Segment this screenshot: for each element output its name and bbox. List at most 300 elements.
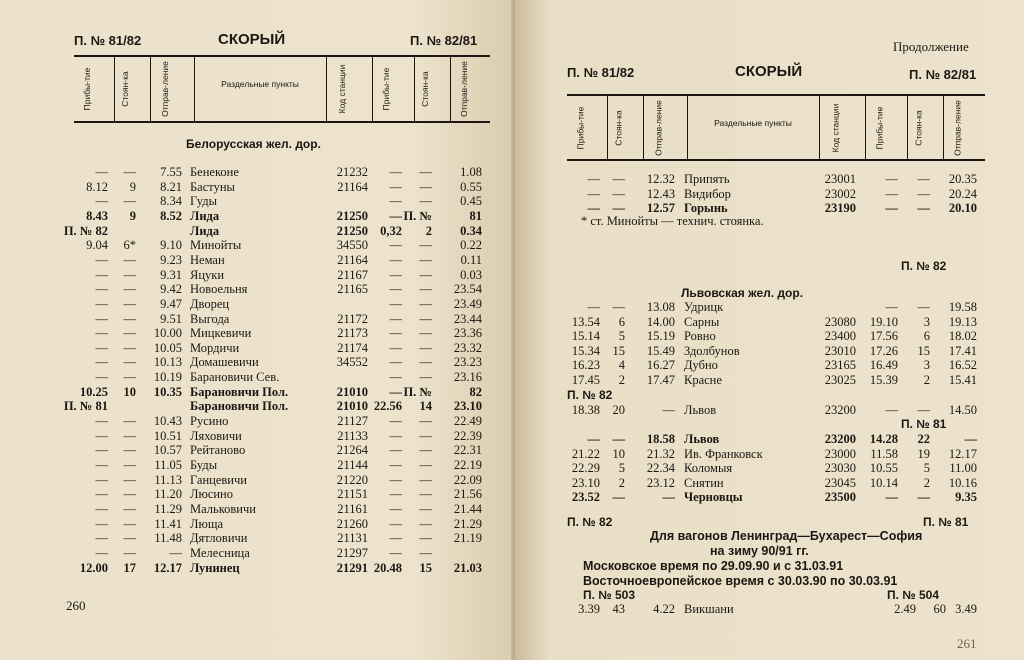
cell-a: — bbox=[95, 311, 108, 326]
cell-s2: 2 bbox=[923, 373, 930, 387]
column-header-departure-back: Отправ-ление bbox=[459, 61, 469, 117]
p503-label: П. № 503 bbox=[583, 588, 636, 602]
cell-n: Дубно bbox=[684, 358, 718, 373]
cell-n: Ганцевичи bbox=[190, 472, 247, 487]
column-divider bbox=[194, 57, 195, 121]
cell-s: 2 bbox=[618, 475, 625, 490]
cell-a: — bbox=[587, 172, 600, 186]
column-header-stations: Раздельные пункты bbox=[221, 79, 299, 89]
cell-c: 21291 bbox=[336, 560, 368, 575]
cell-s2: 60 bbox=[933, 602, 946, 616]
column-divider bbox=[607, 96, 608, 159]
cell-s2: 5 bbox=[923, 461, 930, 476]
table-row bbox=[515, 432, 1015, 447]
cell-a: — bbox=[95, 516, 108, 531]
cell-s: — bbox=[123, 487, 136, 502]
cell-d2: 23.44 bbox=[453, 311, 482, 326]
cell-a2: — bbox=[389, 194, 402, 209]
cell-d2: — bbox=[964, 432, 977, 446]
cell-d: 11.29 bbox=[154, 501, 182, 516]
cell-d2: 22.31 bbox=[453, 443, 482, 458]
cell-a: 8.12 bbox=[86, 179, 108, 194]
cell-d: — bbox=[169, 545, 182, 560]
cell-s: — bbox=[123, 428, 136, 443]
cell-d: 17.47 bbox=[646, 373, 675, 387]
cell-s2: — bbox=[419, 340, 432, 355]
left-page-number: 260 bbox=[66, 598, 86, 613]
cell-c: 21250 bbox=[336, 208, 368, 223]
cell-s2: — bbox=[419, 296, 432, 311]
column-header-arrival-back: Прибы-тие bbox=[874, 106, 884, 149]
cell-n: Барановичи Пол. bbox=[190, 399, 289, 414]
table-row bbox=[515, 403, 1015, 418]
cell-s2: П. № bbox=[403, 208, 432, 223]
cell-n: Буды bbox=[190, 458, 218, 472]
cell-s2: — bbox=[419, 165, 432, 179]
cell-d: 15.49 bbox=[646, 343, 675, 358]
table-row bbox=[515, 172, 1015, 187]
cell-s: 6* bbox=[123, 238, 136, 253]
cell-d: 11.20 bbox=[154, 487, 182, 502]
cell-d: 10.57 bbox=[153, 443, 182, 458]
cell-n: Люща bbox=[190, 516, 223, 531]
table-row bbox=[0, 399, 500, 414]
cell-d: 12.32 bbox=[646, 172, 675, 186]
table-row bbox=[0, 487, 500, 502]
cell-s2: — bbox=[917, 172, 930, 186]
cell-a: — bbox=[95, 501, 108, 516]
cell-c: 21172 bbox=[337, 311, 368, 326]
column-header-code: Код станции bbox=[337, 64, 347, 114]
cell-c: 23500 bbox=[824, 490, 856, 505]
cell-a: 23.10 bbox=[571, 475, 600, 490]
cell-s: 17 bbox=[123, 560, 136, 575]
cell-a2: — bbox=[885, 186, 898, 201]
cell-n: Здолбунов bbox=[684, 343, 740, 358]
table-row bbox=[0, 209, 500, 224]
column-header-departure: Отправ-ление bbox=[653, 99, 663, 156]
cell-d: 15.19 bbox=[646, 329, 675, 344]
column-divider bbox=[150, 57, 151, 121]
table-row bbox=[0, 561, 500, 576]
cell-s: — bbox=[123, 501, 136, 516]
cell-s2: — bbox=[917, 201, 930, 216]
cell-d2: 23.23 bbox=[453, 355, 482, 370]
cell-a: 22.29 bbox=[571, 461, 600, 476]
cell-s2: — bbox=[419, 531, 432, 546]
cell-c: 21010 bbox=[336, 384, 368, 399]
cell-s: 20 bbox=[612, 403, 625, 417]
cell-d: 13.08 bbox=[646, 300, 675, 314]
cell-s: — bbox=[612, 172, 625, 186]
cell-a2: — bbox=[389, 282, 402, 297]
cell-c: 23002 bbox=[824, 186, 856, 201]
cell-n: Бенеконе bbox=[190, 165, 239, 179]
cell-a2: — bbox=[389, 501, 402, 516]
cell-n: Красне bbox=[684, 373, 722, 387]
cell-a: — bbox=[95, 414, 108, 429]
right-train-label: П. № 81/82 bbox=[567, 65, 635, 80]
table-row bbox=[0, 429, 500, 444]
column-header-departure: Отправ-ление bbox=[160, 61, 170, 117]
cell-d2: 82 bbox=[469, 384, 482, 399]
column-divider bbox=[114, 57, 115, 121]
train-81-label: П. № 81 bbox=[901, 417, 947, 431]
cell-n: Выгода bbox=[190, 311, 230, 326]
table-row bbox=[0, 312, 500, 327]
table-row bbox=[0, 238, 500, 253]
cell-a: — bbox=[95, 487, 108, 502]
cell-d2: 0.11 bbox=[460, 252, 482, 267]
cell-s2: — bbox=[419, 501, 432, 516]
cell-s2: — bbox=[917, 403, 930, 417]
cell-d: 21.32 bbox=[646, 446, 675, 461]
cell-a2: — bbox=[389, 179, 402, 194]
cell-a: 9.04 bbox=[86, 238, 108, 253]
cell-d2: 21.29 bbox=[453, 516, 482, 531]
cell-a: — bbox=[95, 165, 108, 179]
cell-a: — bbox=[95, 252, 108, 267]
cell-s: — bbox=[123, 443, 136, 458]
table-row bbox=[0, 546, 500, 561]
cell-n: Львов bbox=[684, 432, 720, 446]
cell-s2: — bbox=[419, 545, 432, 560]
cell-d: 9.47 bbox=[160, 296, 182, 311]
cell-s2: — bbox=[419, 472, 432, 487]
cell-a2: — bbox=[389, 238, 402, 253]
left-title: СКОРЫЙ bbox=[218, 31, 286, 48]
right-page-number: 261 bbox=[957, 636, 977, 651]
cell-c: 21164 bbox=[337, 179, 368, 194]
cell-a: — bbox=[587, 300, 600, 314]
table-row bbox=[0, 517, 500, 532]
table-row bbox=[515, 358, 1015, 373]
table-row bbox=[0, 224, 500, 239]
table-row bbox=[0, 502, 500, 517]
cell-d2: 12.17 bbox=[948, 446, 977, 461]
cell-a: — bbox=[95, 267, 108, 282]
cell-n: Минойты bbox=[190, 238, 242, 253]
cell-n: Рейтаново bbox=[190, 443, 246, 458]
table-row bbox=[0, 297, 500, 312]
cell-d: 9.10 bbox=[160, 238, 182, 253]
cell-a2: — bbox=[389, 531, 402, 546]
cell-d2: 16.52 bbox=[948, 358, 977, 373]
column-divider bbox=[414, 57, 415, 121]
cell-s: 6 bbox=[618, 314, 625, 329]
cell-n: Удрицк bbox=[684, 300, 724, 314]
cell-d: 9.31 bbox=[160, 267, 182, 282]
cell-s2: 15 bbox=[917, 343, 930, 358]
cell-s2: — bbox=[419, 443, 432, 458]
cell-n: Видибор bbox=[684, 186, 731, 201]
column-header-arrival: Прибы-тие bbox=[575, 106, 585, 149]
cell-c: 21264 bbox=[336, 443, 368, 458]
cell-s2: 3 bbox=[923, 314, 930, 329]
cell-s: — bbox=[123, 545, 136, 560]
cell-d: 14.00 bbox=[646, 314, 675, 329]
footnote: * ст. Минойты — технич. стоянка. bbox=[581, 214, 764, 228]
cell-c: 21250 bbox=[336, 223, 368, 238]
cell-a2: 14.28 bbox=[869, 432, 898, 446]
note-line-1: Для вагонов Ленинград—Бухарест—София bbox=[650, 529, 923, 543]
cell-d2: 0.22 bbox=[460, 238, 482, 253]
cell-d: 10.43 bbox=[153, 414, 182, 429]
cell-s2: — bbox=[917, 186, 930, 201]
cell-s: 43 bbox=[612, 602, 625, 616]
lviv-train-label: П. № 82 bbox=[567, 388, 613, 402]
cell-s2: 2 bbox=[425, 223, 432, 238]
cell-c: 21133 bbox=[337, 428, 368, 443]
cell-c: 23010 bbox=[824, 343, 856, 358]
cell-a2: 17.56 bbox=[869, 329, 898, 344]
left-train-label: П. № 81/82 bbox=[74, 33, 142, 48]
cell-a2: — bbox=[389, 487, 402, 502]
cell-a: — bbox=[95, 443, 108, 458]
cell-d2: 21.56 bbox=[453, 487, 482, 502]
cell-a2: 2.49 bbox=[894, 602, 916, 616]
cell-d: 16.27 bbox=[646, 358, 675, 373]
cell-c: 23001 bbox=[824, 172, 856, 186]
cell-a: — bbox=[95, 370, 108, 385]
cell-a2: — bbox=[885, 403, 898, 417]
cell-s2: — bbox=[419, 428, 432, 443]
cell-d: 10.13 bbox=[153, 355, 182, 370]
cell-s: 4 bbox=[618, 358, 625, 373]
cell-a: 21.22 bbox=[571, 446, 600, 461]
cell-n: Снятин bbox=[684, 475, 724, 490]
cell-s: 5 bbox=[618, 329, 625, 344]
cell-d2: 19.13 bbox=[948, 314, 977, 329]
cell-a2: — bbox=[389, 340, 402, 355]
cell-n: Гуды bbox=[190, 194, 217, 209]
cell-c: 23025 bbox=[824, 373, 856, 387]
cell-n: Русино bbox=[190, 414, 229, 429]
table-row bbox=[0, 458, 500, 473]
cell-a: — bbox=[95, 326, 108, 341]
cell-s: — bbox=[123, 370, 136, 385]
cell-a2: — bbox=[389, 311, 402, 326]
cell-a: П. № 81 bbox=[63, 399, 108, 414]
cell-d2: 23.32 bbox=[453, 340, 482, 355]
cell-d: 12.43 bbox=[646, 186, 675, 201]
cell-s: — bbox=[123, 516, 136, 531]
cell-d: 9.23 bbox=[160, 252, 182, 267]
column-header-stations: Раздельные пункты bbox=[714, 117, 792, 128]
cell-a2: — bbox=[389, 267, 402, 282]
cell-s: — bbox=[123, 458, 136, 472]
column-divider bbox=[687, 96, 688, 159]
cell-n: Дворец bbox=[190, 296, 230, 311]
cell-a: П. № 82 bbox=[63, 223, 108, 238]
cell-s2: 22 bbox=[917, 432, 930, 446]
cell-a2: 10.55 bbox=[869, 461, 898, 476]
cell-c: 23200 bbox=[824, 403, 856, 417]
cell-s2: 15 bbox=[419, 560, 432, 575]
cell-c: 23080 bbox=[824, 314, 856, 329]
cell-s2: — bbox=[419, 516, 432, 531]
cell-a2: 15.39 bbox=[869, 373, 898, 387]
cell-a2: — bbox=[389, 384, 402, 399]
column-header-stop-back: Стоян-ка bbox=[913, 109, 923, 146]
cell-a: — bbox=[95, 531, 108, 546]
note-train-left: П. № 82 bbox=[567, 515, 613, 529]
column-divider bbox=[819, 96, 820, 159]
table-row bbox=[515, 329, 1015, 344]
cell-n: Яцуки bbox=[190, 267, 225, 282]
cell-s: — bbox=[123, 296, 136, 311]
cell-n: Люсино bbox=[190, 487, 233, 502]
cell-d: 9.51 bbox=[160, 311, 182, 326]
cell-s: 9 bbox=[129, 179, 136, 194]
cell-c: 21167 bbox=[337, 267, 368, 282]
cell-s2: 14 bbox=[419, 399, 432, 414]
table-row bbox=[515, 602, 1015, 617]
column-divider bbox=[372, 57, 373, 121]
cell-d2: 22.49 bbox=[453, 414, 482, 429]
cell-d: 4.22 bbox=[653, 602, 675, 616]
cell-n: Неман bbox=[190, 252, 225, 267]
cell-c: 21173 bbox=[337, 326, 368, 341]
note-line-2: на зиму 90/91 гг. bbox=[710, 544, 809, 558]
column-header-arrival: Прибы-тие bbox=[82, 67, 92, 111]
cell-s2: — bbox=[419, 179, 432, 194]
cell-s2: 19 bbox=[917, 446, 930, 461]
cell-d2: 20.24 bbox=[948, 186, 977, 201]
cell-a2: 10.14 bbox=[869, 475, 898, 490]
cell-c: 23000 bbox=[824, 446, 856, 461]
cell-d: 9.42 bbox=[160, 282, 182, 297]
cell-a2: 16.49 bbox=[869, 358, 898, 373]
cell-a: — bbox=[95, 355, 108, 370]
cell-c: 34552 bbox=[336, 355, 368, 370]
cell-s: — bbox=[123, 326, 136, 341]
cell-s2: — bbox=[917, 300, 930, 314]
cell-a2: — bbox=[389, 296, 402, 311]
cell-n: Новоельня bbox=[190, 282, 248, 297]
cell-a2: — bbox=[389, 370, 402, 385]
cell-d2: 23.10 bbox=[453, 399, 482, 414]
cell-c: 21220 bbox=[336, 472, 368, 487]
cell-d: 11.05 bbox=[154, 458, 182, 472]
column-header-arrival-back: Прибы-тие bbox=[381, 67, 391, 111]
cell-s2: — bbox=[419, 326, 432, 341]
cell-s: — bbox=[123, 414, 136, 429]
cell-a2: — bbox=[885, 490, 898, 505]
cell-c: 23045 bbox=[824, 475, 856, 490]
cell-a2: — bbox=[885, 201, 898, 216]
cell-s: 9 bbox=[129, 208, 136, 223]
column-divider bbox=[326, 57, 327, 121]
cell-c: 23400 bbox=[824, 329, 856, 344]
cell-a2: — bbox=[389, 326, 402, 341]
cell-s: — bbox=[123, 531, 136, 546]
cell-s: 10 bbox=[123, 384, 136, 399]
cell-s2: — bbox=[419, 252, 432, 267]
table-row bbox=[0, 180, 500, 195]
cell-d: 11.48 bbox=[154, 531, 182, 546]
cell-a2: — bbox=[885, 172, 898, 186]
cell-c: 23190 bbox=[824, 201, 856, 216]
cell-d: 8.52 bbox=[160, 208, 182, 223]
cell-d: — bbox=[662, 403, 675, 417]
cell-d: 12.17 bbox=[153, 560, 182, 575]
cell-c: 23030 bbox=[824, 461, 856, 476]
cell-s: — bbox=[612, 201, 625, 216]
cell-d: 10.51 bbox=[153, 428, 182, 443]
cell-a: — bbox=[95, 428, 108, 443]
left-train-label-right: П. № 82/81 bbox=[410, 33, 478, 48]
table-row bbox=[515, 344, 1015, 359]
cell-n: Мордичи bbox=[190, 340, 240, 355]
cell-d2: 21.03 bbox=[453, 560, 482, 575]
cell-s: — bbox=[612, 300, 625, 314]
cell-d: 8.34 bbox=[160, 194, 182, 209]
cell-n: Ровно bbox=[684, 329, 716, 344]
cell-a: 17.45 bbox=[571, 373, 600, 387]
column-divider bbox=[643, 96, 644, 159]
cell-d2: 0.55 bbox=[460, 179, 482, 194]
table-row bbox=[515, 187, 1015, 202]
cell-c: 21164 bbox=[337, 252, 368, 267]
cell-d2: 19.58 bbox=[948, 300, 977, 314]
cell-s: 10 bbox=[612, 446, 625, 461]
cell-c: 21010 bbox=[336, 399, 368, 414]
table-row bbox=[0, 326, 500, 341]
note-line-3: Московское время по 29.09.90 и с 31.03.91 bbox=[583, 559, 844, 573]
cell-d2: 0.34 bbox=[460, 223, 482, 238]
cell-a: — bbox=[587, 432, 600, 446]
cell-d2: 23.16 bbox=[453, 370, 482, 385]
table-row bbox=[515, 300, 1015, 315]
table-row bbox=[0, 268, 500, 283]
cell-d2: 0.03 bbox=[460, 267, 482, 282]
column-divider bbox=[450, 57, 451, 121]
cell-d2: 21.19 bbox=[453, 531, 482, 546]
cell-d: 18.58 bbox=[646, 432, 675, 446]
cell-c: 21131 bbox=[337, 531, 368, 546]
cell-s2: — bbox=[419, 355, 432, 370]
cell-n: Коломыя bbox=[684, 461, 733, 476]
table-row bbox=[0, 194, 500, 209]
header-bottom-rule bbox=[74, 121, 490, 123]
cell-s2: — bbox=[419, 370, 432, 385]
cell-d2: 3.49 bbox=[955, 602, 977, 616]
cell-n: Мелесница bbox=[190, 545, 250, 560]
cell-a2: — bbox=[389, 165, 402, 179]
cell-d2: 1.08 bbox=[460, 165, 482, 179]
cell-d: 22.34 bbox=[646, 461, 675, 476]
cell-a2: — bbox=[389, 472, 402, 487]
cell-a: 13.54 bbox=[571, 314, 600, 329]
table-row bbox=[515, 461, 1015, 476]
table-row bbox=[0, 165, 500, 180]
cell-d2: 22.19 bbox=[453, 458, 482, 472]
cell-a: 15.34 bbox=[571, 343, 600, 358]
left-section-title: Белорусская жел. дор. bbox=[186, 137, 321, 151]
cell-c: 23200 bbox=[824, 432, 856, 446]
cell-a: 10.25 bbox=[79, 384, 108, 399]
cell-n: Дятловичи bbox=[190, 531, 248, 546]
cell-d: 10.19 bbox=[153, 370, 182, 385]
cell-d: 11.13 bbox=[154, 472, 182, 487]
cell-s: — bbox=[123, 252, 136, 267]
cell-s2: — bbox=[419, 311, 432, 326]
note-train-right: П. № 81 bbox=[923, 515, 969, 529]
cell-s: — bbox=[123, 355, 136, 370]
cell-s: — bbox=[123, 282, 136, 297]
cell-a2: — bbox=[389, 458, 402, 472]
